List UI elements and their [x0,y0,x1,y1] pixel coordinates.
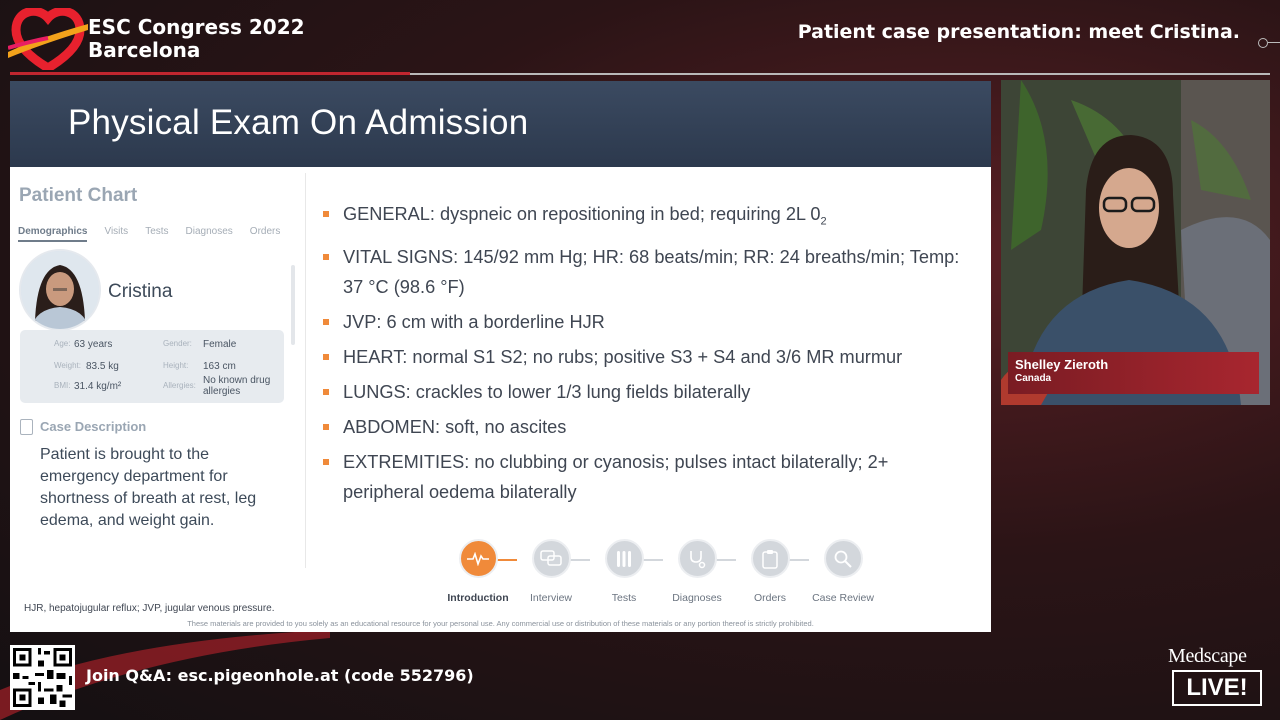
exam-findings-list [322,199,972,512]
brand-line-2: Barcelona [88,38,201,62]
step-label: Orders [753,592,787,604]
step-interview[interactable] [514,539,588,604]
age-label: Age: [54,339,71,348]
header-rule-red [10,72,410,75]
speaker-lower-third [1008,352,1259,394]
magnifier-icon [824,539,863,578]
case-description-title: Case Description [40,419,147,434]
finding-heart: HEART: normal S1 S2; no rubs; positive S3 + S4 and 3/6 MR murmur [322,342,972,372]
weight-value: 83.5 kg [86,361,119,372]
weight-label: Weight: [54,361,81,370]
step-diagnoses[interactable] [660,539,734,604]
patient-name: Cristina [108,281,173,302]
step-label: Interview [529,592,572,604]
chat-icon [532,539,571,578]
clipboard-icon [751,539,790,578]
tab-diagnoses[interactable]: Diagnoses [185,226,233,237]
patient-chart-tabs [18,226,300,242]
esc-logo [8,8,88,70]
test-tubes-icon [605,539,644,578]
presentation-slide [10,81,991,632]
tab-orders[interactable]: Orders [249,226,281,237]
age-value: 63 years [74,339,113,350]
allergies-label: Allergies: [163,381,196,390]
patient-chart-panel [10,173,306,568]
step-orders[interactable] [733,539,807,604]
slide-title: Physical Exam On Admission [68,103,529,142]
congress-brand [88,16,305,62]
patient-photo-icon [21,251,99,329]
step-label: Introduction [447,592,509,604]
step-label: Case Review [812,592,874,604]
brand-line-1: ESC Congress 2022 [88,15,305,39]
heartbeat-icon [459,539,498,578]
bmi-value: 31.4 kg/m² [74,381,122,392]
patient-avatar [19,249,101,331]
slide-disclaimer: These materials are provided to you solely as an educational resource for your personal use. Any commercial use or distribution of these materials or any portion thereof is strictly prohibited. [187,619,814,628]
gender-label: Gender: [163,339,192,348]
finding-vital-signs: VITAL SIGNS: 145/92 mm Hg; HR: 68 beats/min; RR: 24 breaths/min; Temp: 37 °C (98.6 °F) [322,242,972,302]
qa-join-text: Join Q&A: esc.pigeonhole.at (code 552796) [86,666,474,685]
step-tests[interactable] [587,539,661,604]
tab-tests[interactable]: Tests [145,226,169,237]
height-label: Height: [163,361,189,370]
step-label: Diagnoses [672,592,722,604]
finding-lungs: LUNGS: crackles to lower 1/3 lung fields bilaterally [322,377,972,407]
demographics-box [20,330,284,403]
finding-jvp: JVP: 6 cm with a borderline HJR [322,307,972,337]
gender-value: Female [203,339,237,350]
finding-extremities: EXTREMITIES: no clubbing or cyanosis; pulses intact bilaterally; 2+ peripheral oedema bilaterally [322,447,972,507]
case-description-text: Patient is brought to the emergency department for shortness of breath at rest, leg edema, and weight gain. [40,446,257,529]
bmi-label: BMI: [54,381,71,390]
medscape-logo: Medscape [1168,645,1247,667]
step-introduction[interactable] [441,539,515,604]
chart-scrollbar[interactable] [291,265,295,345]
slide-header [10,81,991,167]
finding-abdomen: ABDOMEN: soft, no ascites [322,412,972,442]
tab-demographics[interactable]: Demographics [18,226,87,242]
header-rule-grey [410,73,1270,75]
slide-footnote: HJR, hepatojugular reflux; JVP, jugular venous pressure. [24,603,275,614]
allergies-value: No known drug allergies [203,375,271,397]
finding-general: GENERAL: dyspneic on repositioning in bed; requiring 2L $0_2$ [322,199,972,237]
patient-chart-title: Patient Chart [19,185,138,206]
live-badge: LIVE! [1172,670,1262,706]
qr-code-icon[interactable] [10,645,75,710]
height-value: 163 cm [203,361,236,372]
stethoscope-icon [678,539,717,578]
step-case-review[interactable] [806,539,880,604]
speaker-country: Canada [1015,373,1052,384]
case-progress-steps [434,539,874,604]
header-decoration-dot [1258,38,1268,48]
step-label: Tests [611,592,637,604]
session-title: Patient case presentation: meet Cristina. [797,21,1240,43]
speaker-name: Shelley Zieroth [1015,357,1109,372]
document-icon [20,419,33,435]
tab-visits[interactable]: Visits [104,226,129,237]
header-decoration-line [1268,42,1280,43]
